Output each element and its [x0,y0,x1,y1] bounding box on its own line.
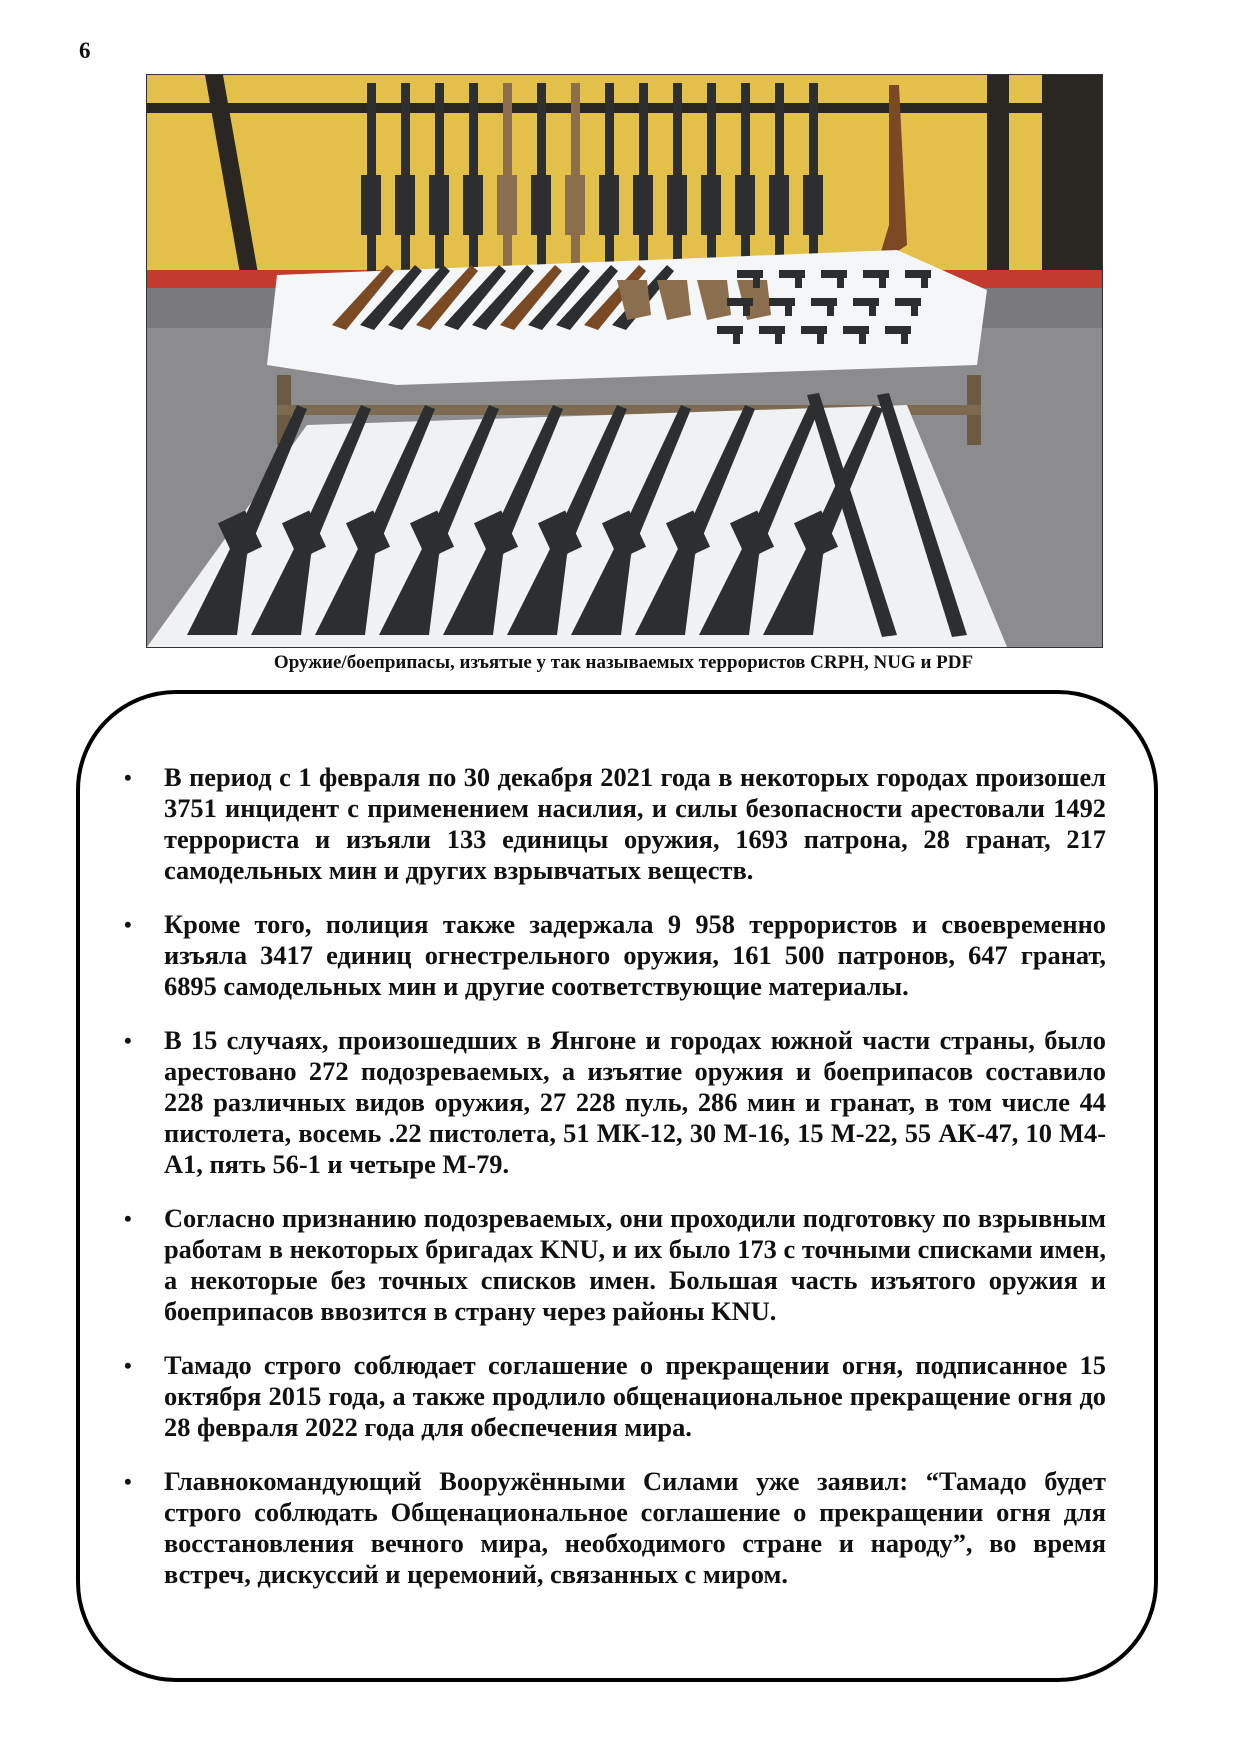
bullet-dot: • [124,912,132,937]
bullet-dot: • [124,1206,132,1231]
photo-caption: Оружие/боеприпасы, изъятые у так называемых террористов CRPH, NUG и PDF [273,652,974,673]
bullet-item [124,1203,1106,1327]
bullet-text: Главнокомандующий Вооружёнными Силами уже заявил: “Тамадо будет строго соблюдать Общенациональное соглашение о прекращении огня для восстановления вечного мира, необходимого стране и народу”, во время встреч, дискуссий и церемоний, связанных с миром. [164,1466,1106,1589]
page-number: 6 [79,38,91,63]
bullet-list [124,762,1106,1590]
bullet-text: Согласно признанию подозреваемых, они проходили подготовку по взрывным работам в некоторых бригадах KNU, и их было 173 с точными списками имен, а некоторые без точных списков имен. Большая часть изъятого оружия и боеприпасов ввозится в страну через районы KNU. [164,1203,1106,1326]
bullet-item [124,1025,1106,1180]
bullet-text: Кроме того, полиция также задержала 9 958 террористов и своевременно изъяла 3417 единиц огнестрельного оружия, 161 500 патронов, 647 гранат, 6895 самодельных мин и другие соответствующие материалы. [164,909,1106,1001]
bullet-item [124,909,1106,1002]
bullet-item [124,1350,1106,1443]
bullet-item [124,762,1106,886]
bullet-dot: • [124,1028,132,1053]
weapons-photo-illustration [147,75,1102,647]
bullet-text: В 15 случаях, произошедших в Янгоне и городах южной части страны, было арестовано 272 подозреваемых, а изъятие оружия и боеприпасов составило 228 различных видов оружия, 27 228 пуль, 286 мин и гранат, в том числе 44 пистолета, восемь .22 пистолета, 51 МК-12, 30 М-16, 15 М-22, 55 АК-47, 10 М4-А1, пять 56-1 и четыре М-79. [164,1025,1106,1179]
bullet-box [76,690,1158,1682]
bullet-dot: • [124,1353,132,1378]
bullet-dot: • [124,1469,132,1494]
bullet-item [124,1466,1106,1590]
bullet-text: В период с 1 февраля по 30 декабря 2021 года в некоторых городах произошел 3751 инцидент с применением насилия, и силы безопасности арестовали 1492 террориста и изъяли 133 единицы оружия, 1693 патрона, 28 гранат, 217 самодельных мин и других взрывчатых веществ. [164,762,1106,885]
bullet-dot: • [124,765,132,790]
bullet-text: Тамадо строго соблюдает соглашение о прекращении огня, подписанное 15 октября 2015 года, а также продлило общенациональное прекращение огня до 28 февраля 2022 года для обеспечения мира. [164,1350,1106,1442]
seized-weapons-photo [146,74,1103,648]
